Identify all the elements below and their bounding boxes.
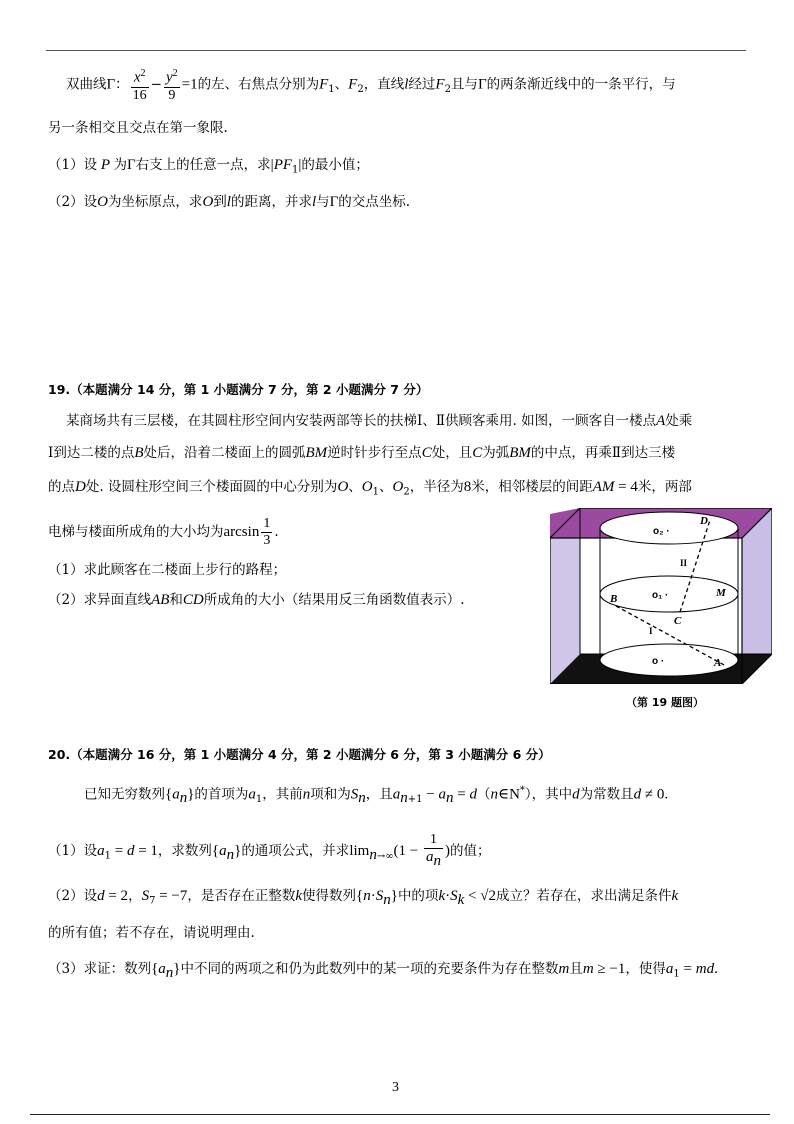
q20-part1: （1）设$a_1 = d = 1$，求数列$\{a_n\}$的通项公式，并求$\lim_{n\to\infty}(1$ − $\frac{1}{a_n}$ )的值； bbox=[48, 832, 491, 869]
q20-line1: 已知无穷数列$\{a_n\}$的首项为$a_1$，其前n项和为$S_n$，且$a_{n+1} - a_n$ = d（n∈N*），其中d为常数且d ≠ 0. bbox=[84, 785, 669, 807]
label-II: II bbox=[680, 558, 688, 568]
label-A: A bbox=[714, 657, 722, 669]
q18-intro-line: 双曲线Γ： $\frac{x^2}{16}$ − $\frac{y^2}{9}$ =1的左、右焦点分别为$F_1$、$F_2$，直线l经过$F_2$且与Γ的两条渐近线中的一条平行，与 bbox=[66, 68, 676, 103]
label-I: I bbox=[649, 626, 653, 636]
q18-part1: （1）设 P 为Γ右支上的任意一点，求$|PF_1|$的最小值； bbox=[48, 157, 369, 176]
label-o: o · bbox=[652, 656, 665, 667]
label-o2: o₂ · bbox=[653, 526, 670, 537]
page-number: 3 bbox=[392, 1080, 399, 1095]
q20-part2-line2: 的所有值；若不存在，请说明理由. bbox=[48, 925, 255, 941]
q19-line1: 某商场共有三层楼，在其圆柱形空间内安装两部等长的扶梯Ⅰ、Ⅱ供顾客乘用. 如图，一顾客自一楼点A处乘 bbox=[66, 413, 693, 429]
top-rule bbox=[46, 50, 746, 51]
q18-part2: （2）设O为坐标原点，求O到l的距离，并求l与Γ的交点坐标. bbox=[48, 194, 411, 210]
figure-caption: （第 19 题图） bbox=[626, 696, 704, 709]
q19-line3: 的点D处. 设圆柱形空间三个楼面圆的中心分别为O、$O_1$、$O_2$，半径为8米，相邻楼层的间距AM = 4米，两部 bbox=[48, 479, 692, 498]
label-D: D bbox=[700, 515, 708, 527]
q20-heading: 20.（本题满分 16 分，第 1 小题满分 4 分，第 2 小题满分 6 分，第 3 小题满分 6 分） bbox=[48, 747, 551, 762]
label-C: C bbox=[674, 615, 682, 627]
label-o1: o₁ · bbox=[652, 590, 669, 601]
q20-part2: （2）设d = 2，$S_7 = -7$，是否存在正整数k使得数列$\{n\cdot S_n\}$中的项$k\cdot S_k < √2$成立？若存在，求出满足条件k bbox=[48, 888, 679, 908]
q19-part2: （2）求异面直线AB和CD所成角的大小（结果用反三角函数值表示）. bbox=[48, 592, 465, 608]
bottom-rule bbox=[30, 1114, 770, 1115]
label-B: B bbox=[610, 593, 618, 605]
escalator-figure bbox=[550, 508, 772, 684]
q18-intro-line2: 另一条相交且交点在第一象限. bbox=[48, 120, 228, 136]
q19-part1: （1）求此顾客在二楼面上步行的路程； bbox=[48, 562, 287, 578]
q20-part3: （3）求证：数列$\{a_n\}$中不同的两项之和仍为此数列中的某一项的充要条件为存在整数m且m ≥ −1，使得$a_1$ = md. bbox=[48, 961, 718, 981]
q19-heading: 19.（本题满分 14 分，第 1 小题满分 7 分，第 2 小题满分 7 分） bbox=[48, 382, 429, 397]
q19-line2: Ⅰ到达二楼的点B处后，沿着二楼面上的圆弧BM逆时针步行至点C处，且C为弧BM的中点，再乘Ⅱ到达三楼 bbox=[48, 445, 676, 461]
label-M: M bbox=[716, 587, 726, 599]
q19-line4: 电梯与楼面所成角的大小均为arcsin $\frac{1}{3}$ . bbox=[48, 516, 279, 548]
